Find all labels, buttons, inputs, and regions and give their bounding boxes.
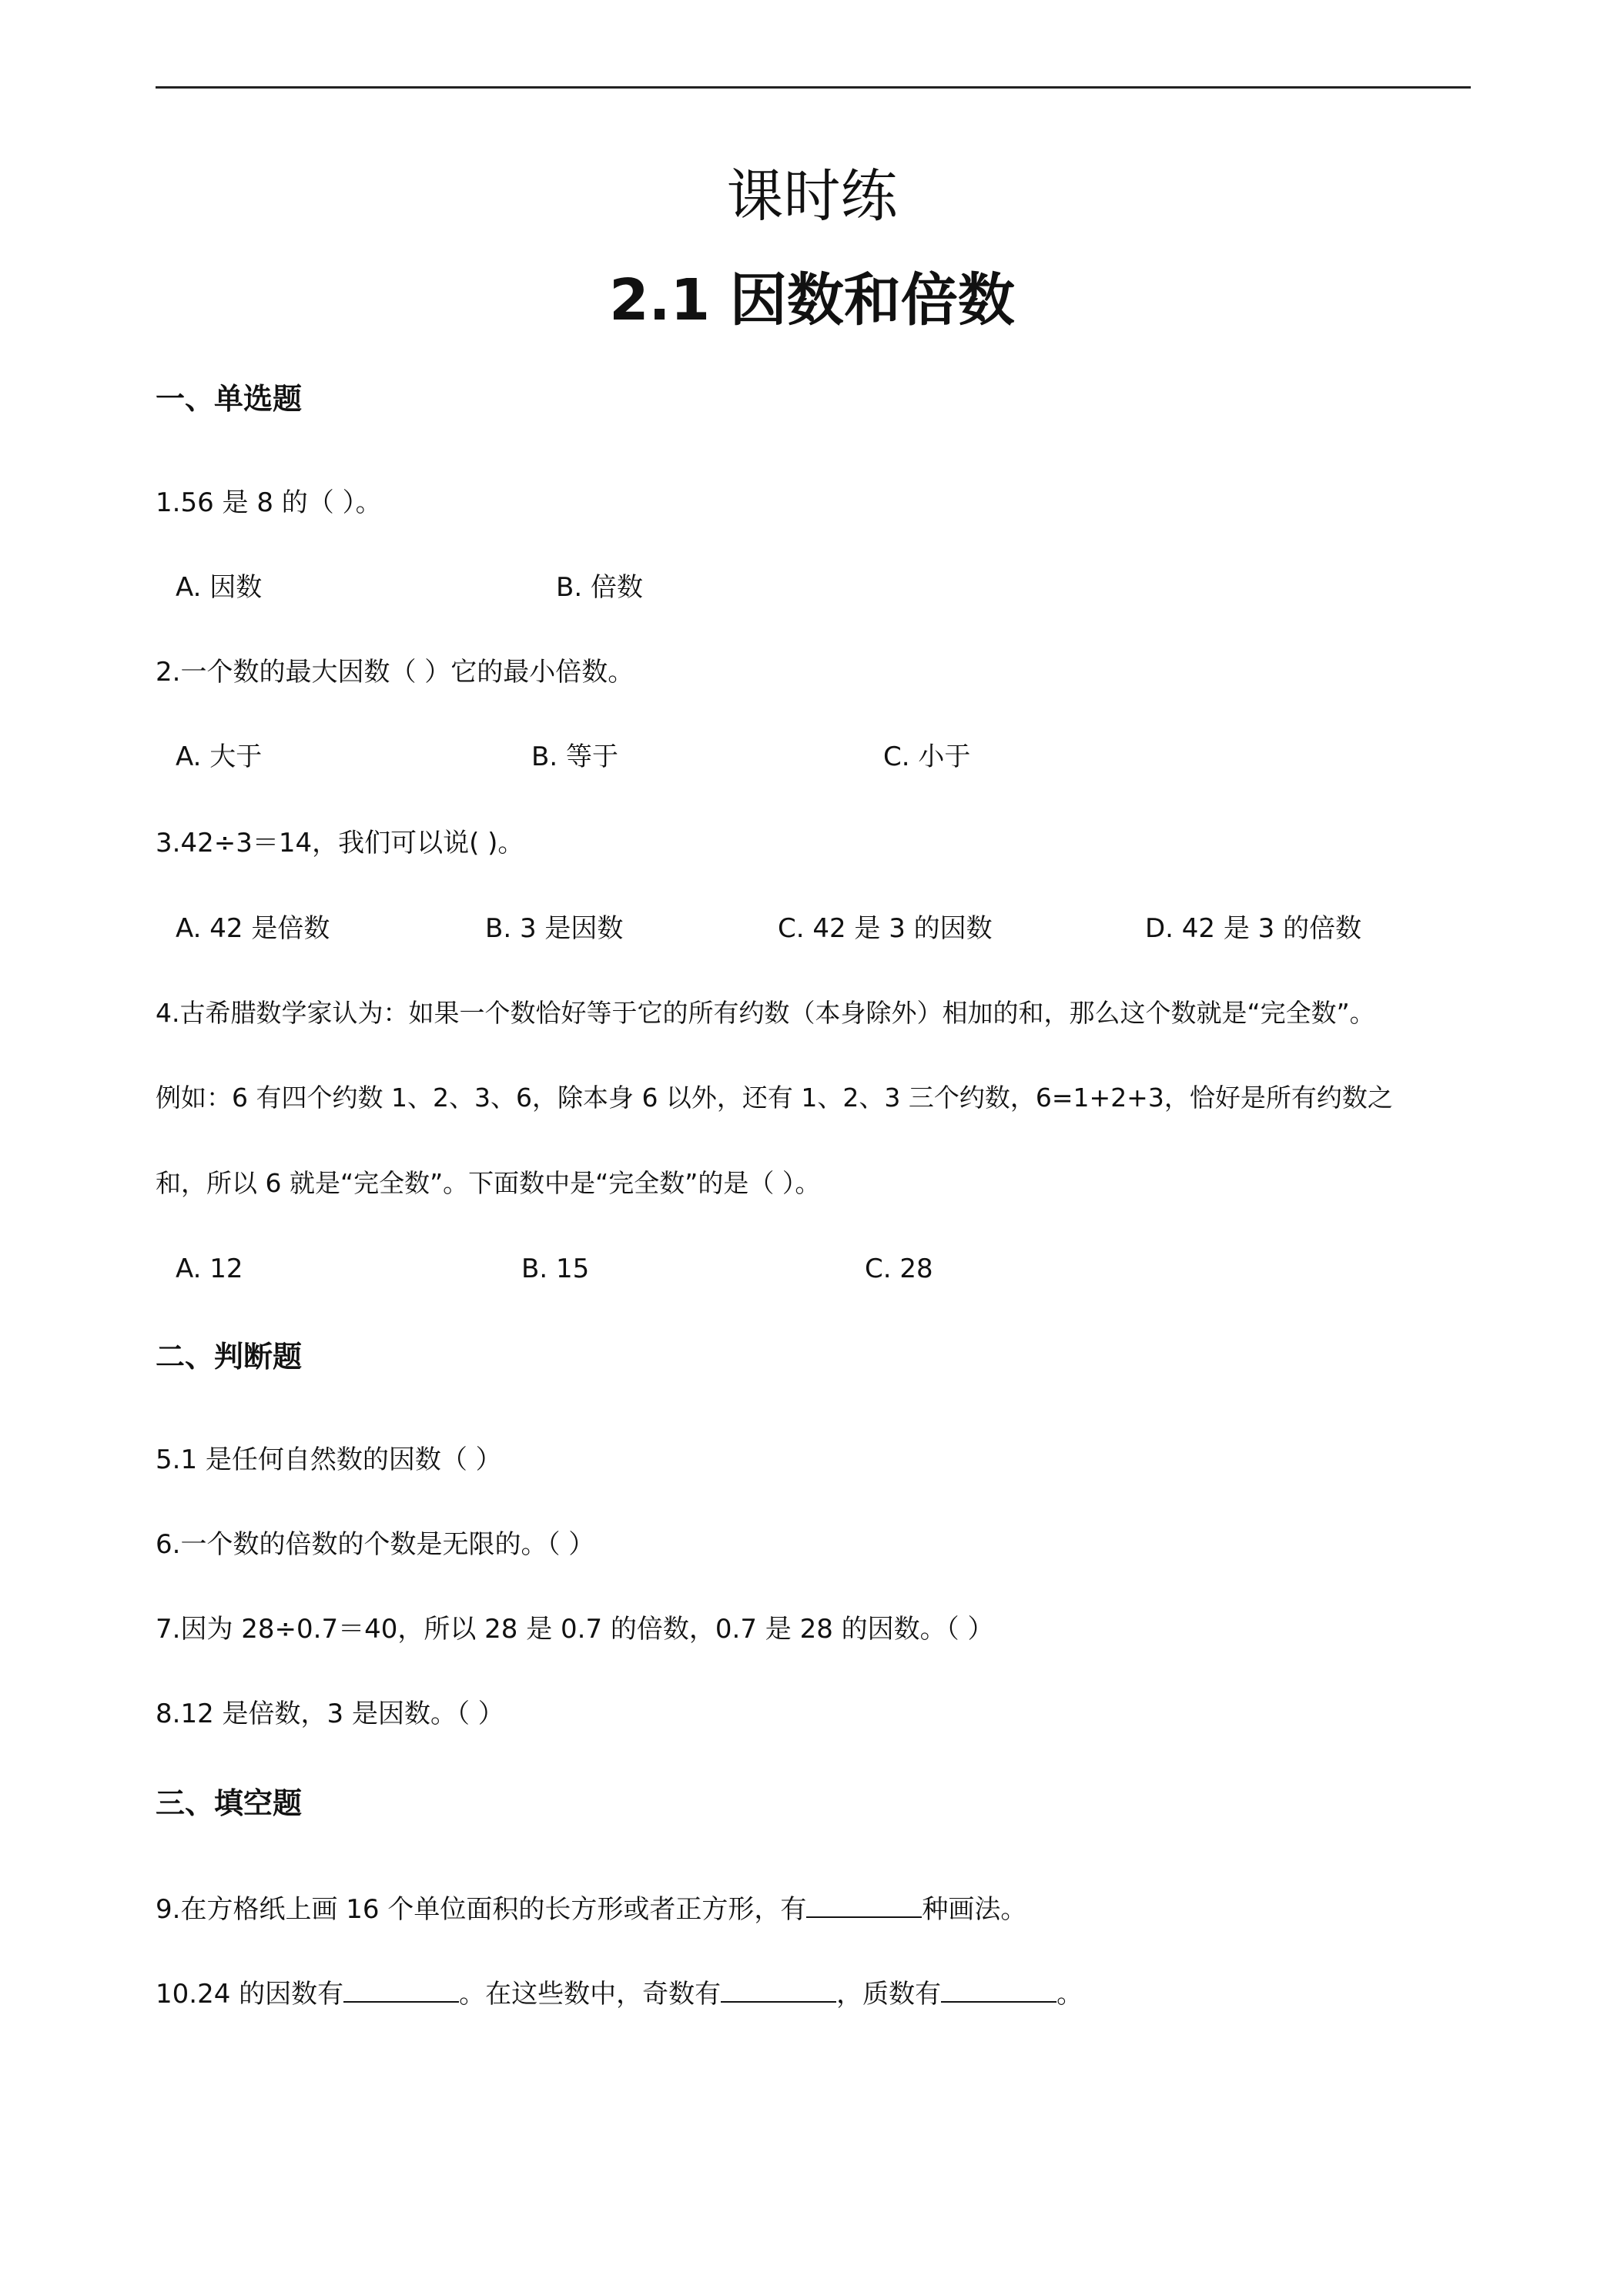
- q10-text-1: 10.24 的因数有: [156, 1979, 344, 2010]
- question-8: 8.12 是倍数，3 是因数。（ ）: [156, 1699, 504, 1729]
- q3-option-d: D. 42 是 3 的倍数: [1145, 913, 1362, 944]
- q1-option-b: B. 倍数: [556, 572, 643, 603]
- q9-answer-blank[interactable]: [806, 1889, 922, 1918]
- q1-option-a: A. 因数: [176, 572, 263, 603]
- q2-option-c: C. 小于: [883, 741, 971, 772]
- question-4-line-3: 和，所以 6 就是“完全数”。下面数中是“完全数”的是（ ）。: [156, 1168, 821, 1198]
- question-4-line-2: 例如：6 有四个约数 1、2、3、6，除本身 6 以外，还有 1、2、3 三个约数，6=1+2+3，恰好是所有约数之: [156, 1083, 1393, 1113]
- question-10: [156, 1973, 1083, 2012]
- q9-text-after: 种画法。: [922, 1894, 1027, 1925]
- section-heading-fill-blank: 三、填空题: [156, 1786, 303, 1820]
- q10-factors-blank[interactable]: [343, 1973, 459, 2003]
- question-7: 7.因为 28÷0.7＝40，所以 28 是 0.7 的倍数，0.7 是 28 的因数。（ ）: [156, 1614, 994, 1645]
- q10-odd-blank[interactable]: [721, 1973, 836, 2003]
- question-2: 2.一个数的最大因数（ ）它的最小倍数。: [156, 657, 635, 688]
- question-3: 3.42÷3＝14，我们可以说( )。: [156, 828, 524, 858]
- q10-text-2: 。在这些数中，奇数有: [459, 1979, 722, 2010]
- question-1: 1.56 是 8 的（ ）。: [156, 487, 382, 518]
- q4-option-a: A. 12: [176, 1253, 243, 1284]
- q10-prime-blank[interactable]: [941, 1973, 1056, 2003]
- q3-option-b: B. 3 是因数: [485, 913, 624, 944]
- question-9: [156, 1889, 1026, 1927]
- page-subtitle: 2.1 因数和倍数: [609, 267, 1015, 333]
- q10-text-4: 。: [1056, 1979, 1083, 2010]
- question-6: 6.一个数的倍数的个数是无限的。（ ）: [156, 1529, 595, 1560]
- q4-option-c: C. 28: [865, 1253, 933, 1284]
- q3-option-c: C. 42 是 3 的因数: [778, 913, 993, 944]
- page-title: 课时练: [726, 163, 898, 229]
- q9-text-before: 9.在方格纸上画 16 个单位面积的长方形或者正方形，有: [156, 1894, 807, 1925]
- question-5: 5.1 是任何自然数的因数（ ）: [156, 1444, 502, 1475]
- q4-option-b: B. 15: [521, 1253, 590, 1284]
- section-heading-true-false: 二、判断题: [156, 1340, 303, 1374]
- question-4-line-1: 4.古希腊数学家认为：如果一个数恰好等于它的所有约数（本身除外）相加的和，那么这个数就是“完全数”。: [156, 998, 1375, 1028]
- q2-option-b: B. 等于: [531, 741, 618, 772]
- q10-text-3: ，质数有: [836, 1979, 942, 2010]
- section-heading-single-choice: 一、单选题: [156, 382, 303, 416]
- header-rule: [156, 86, 1471, 89]
- q2-option-a: A. 大于: [176, 741, 263, 772]
- q3-option-a: A. 42 是倍数: [176, 913, 330, 944]
